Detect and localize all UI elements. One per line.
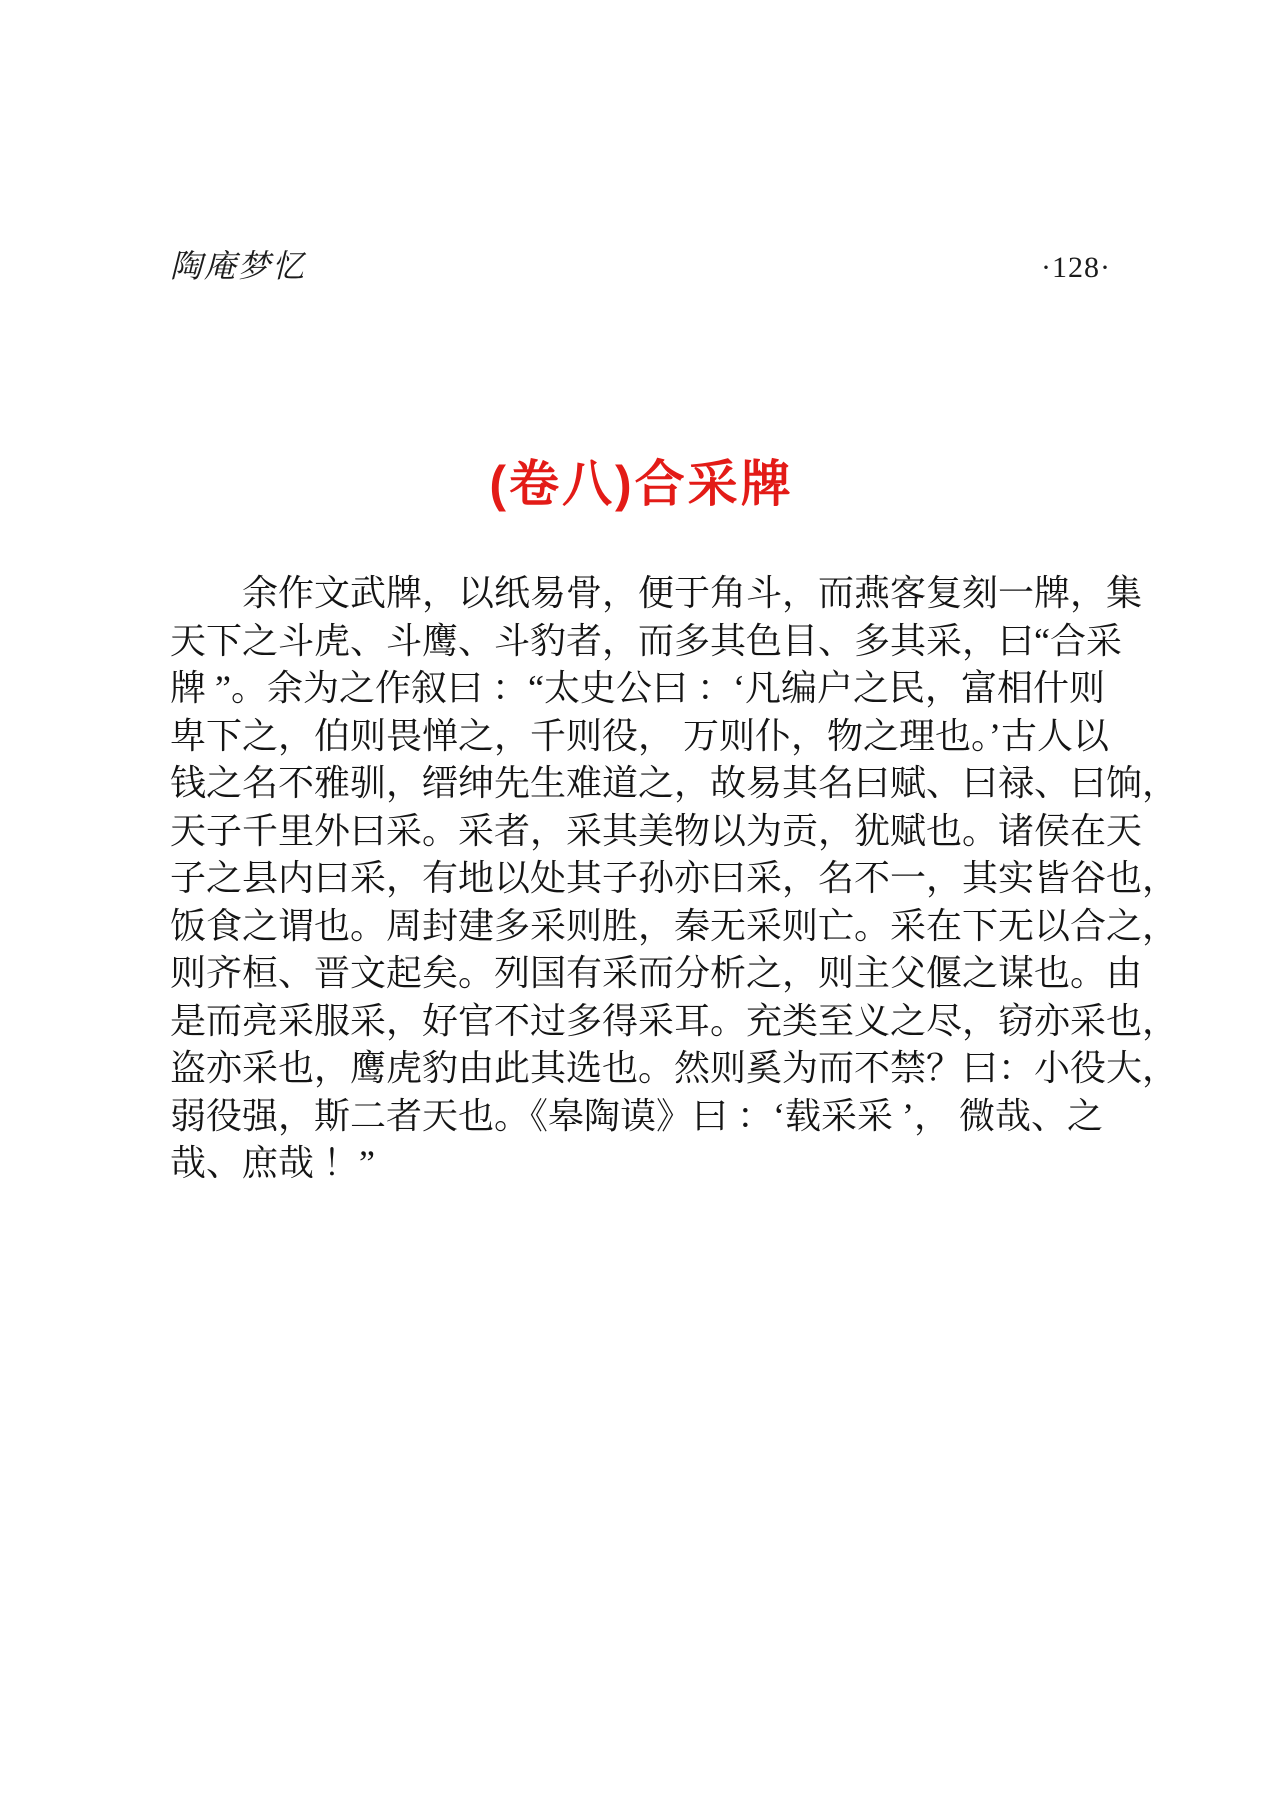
body-line: 哉、庶哉 ！” (170, 1143, 375, 1183)
page-number: ·128· (1041, 251, 1111, 284)
body-line: 天下之斗虎、斗鹰、斗豹者，而多其色目、多其采，曰“合采 (170, 620, 1122, 661)
body-line: 天子千里外曰采。采者，采其美物以为贡，犹赋也。诸侯在天 (170, 810, 1143, 851)
chapter-title: (卷八)合采牌 (489, 456, 794, 512)
running-header (170, 241, 1111, 287)
body-line: 钱之名不雅驯，缙绅先生难道之，故易其名曰赋、曰禄、曰饷， (170, 763, 1179, 803)
body-line: 弱役强，斯二者天也。《皋陶谟》曰 ：‘载采采 ’， 微哉、之 (170, 1095, 1103, 1136)
body-line: 则齐桓、晋文起矣。列国有采而分析之，则主父偃之谋也。由 (170, 953, 1143, 993)
body-line: 盗亦采也，鹰虎豹由此其选也。然则奚为而不禁？曰：小役大， (170, 1048, 1179, 1088)
body-line: 是而亮采服采，好官不过多得采耳。充类至义之尽，窃亦采也， (170, 1000, 1179, 1041)
body-line: 卑下之，伯则畏惮之，千则役， 万则仆，物之理也。’古人以 (170, 715, 1109, 756)
body-line: 牌 ”。余为之作叙曰 ：“太史公曰 ：‘凡编户之民，富相什则 (170, 668, 1105, 708)
body-paragraph (170, 570, 1179, 1188)
body-line: 子之县内曰采，有地以处其子孙亦曰采，名不一，其实皆谷也， (170, 858, 1179, 898)
body-line: 余作文武牌，以纸易骨，便于角斗，而燕客复刻一牌，集 (242, 573, 1143, 613)
book-title: 陶庵梦忆 (170, 248, 307, 284)
body-line: 饭食之谓也。周封建多采则胜，秦无采则亡。采在下无以合之， (170, 905, 1179, 946)
